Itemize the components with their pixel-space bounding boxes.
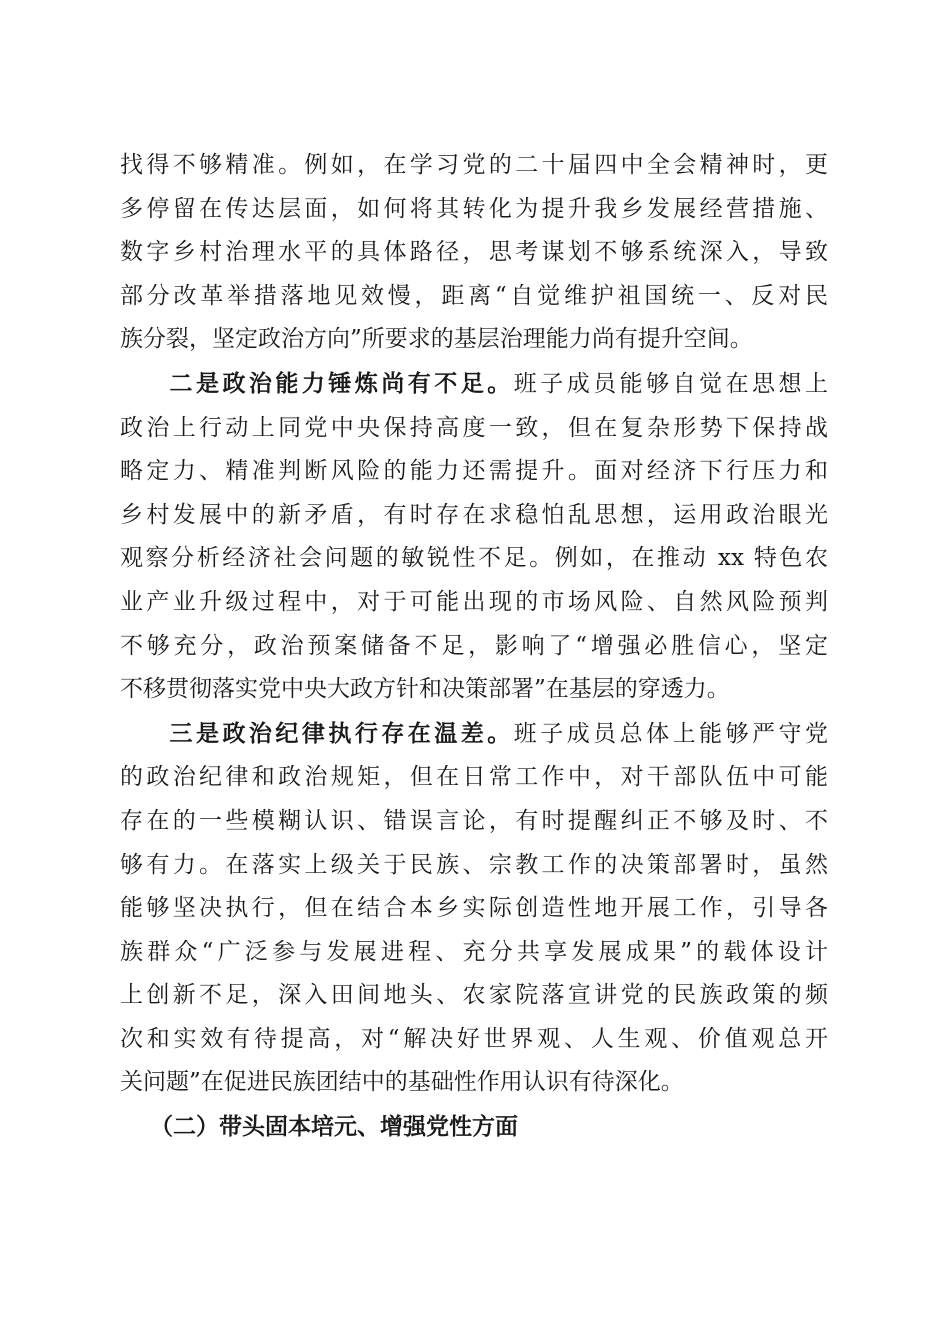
text-line: 族分裂，坚定政治方向”所要求的基层治理能力尚有提升空间。 — [120, 326, 753, 353]
text-line: 不够充分，政治预案储备不足，影响了“增强必胜信心，坚定 — [120, 632, 828, 659]
text-line: 族群众“广泛参与发展进程、充分共享发展成果”的载体设计 — [120, 938, 828, 965]
paragraph-lead: 三是政治纪律执行存在温差。 — [166, 719, 514, 747]
text-line: 观察分析经济社会问题的敏锐性不足。例如，在推动 xx 特色农 — [120, 545, 828, 572]
text-line: 多停留在传达层面，如何将其转化为提升我乡发展经营措施、 — [120, 195, 828, 222]
text-line-first — [120, 712, 828, 757]
text-line-first — [120, 362, 828, 407]
text-line: 数字乡村治理水平的具体路径，思考谋划不够系统深入，导致 — [120, 239, 828, 266]
text-line: 的政治纪律和政治规矩，但在日常工作中，对干部队伍中可能 — [120, 764, 828, 791]
text-line: 找得不够精准。例如，在学习党的二十届四中全会精神时，更 — [120, 152, 828, 178]
text-line: 乡村发展中的新矛盾，有时存在求稳怕乱思想，运用政治眼光 — [120, 501, 828, 528]
paragraph-lead: 二是政治能力锤炼尚有不足。 — [166, 369, 514, 397]
section-heading-text: （二）带头固本培元、增强党性方面 — [150, 1113, 518, 1141]
paragraph-political-ability — [120, 362, 828, 712]
text-line: 政治上行动上同党中央保持高度一致，但在复杂形势下保持战 — [120, 414, 828, 441]
text-line: 业产业升级过程中，对于可能出现的市场风险、自然风险预判 — [120, 588, 828, 615]
text-fragment: 班子成员能够自觉在思想上 — [513, 370, 829, 397]
text-line: 能够坚决执行，但在结合本乡实际创造性地开展工作，引导各 — [120, 895, 828, 922]
paragraph-political-discipline — [120, 712, 828, 1105]
text-line: 够有力。在落实上级关于民族、宗教工作的决策部署时，虽然 — [120, 851, 828, 878]
paragraph-political-judgment-tail — [120, 144, 828, 362]
text-line: 不移贯彻落实党中央大政方针和决策部署”在基层的穿透力。 — [120, 676, 730, 703]
text-line: 存在的一些模糊认识、错误言论，有时提醒纠正不够及时、不 — [120, 807, 828, 834]
text-line: 上创新不足，深入田间地头、农家院落宣讲党的民族政策的频 — [120, 982, 828, 1009]
document-body — [120, 144, 828, 1149]
text-fragment: 班子成员总体上能够严守党 — [513, 720, 829, 747]
text-line: 部分改革举措落地见效慢，距离“自觉维护祖国统一、反对民 — [120, 282, 828, 309]
section-heading — [120, 1105, 828, 1149]
text-line: 略定力、精准判断风险的能力还需提升。面对经济下行压力和 — [120, 458, 828, 485]
text-line: 次和实效有待提高，对“解决好世界观、人生观、价值观总开 — [120, 1025, 828, 1052]
text-line: 关问题”在促进民族团结中的基础性作用认识有待深化。 — [120, 1069, 684, 1096]
